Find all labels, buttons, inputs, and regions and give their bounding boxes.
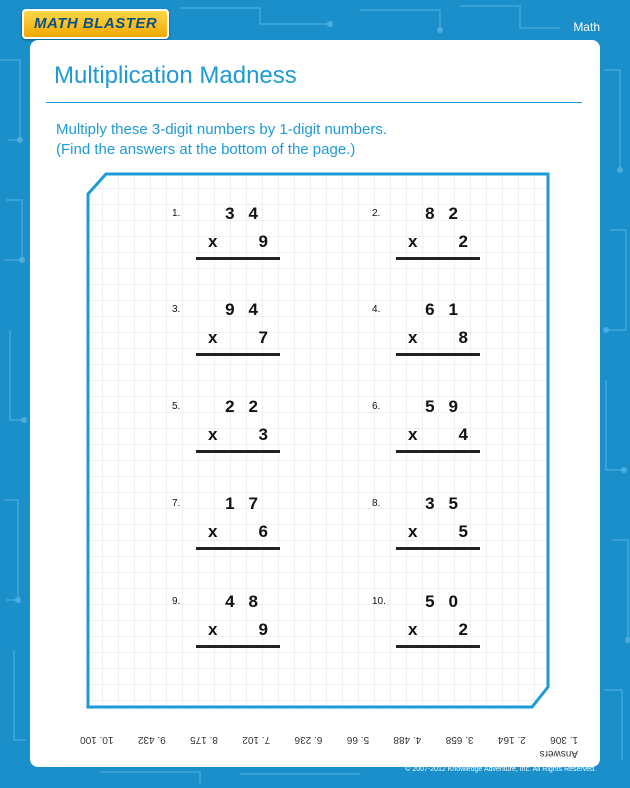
problem-4 <box>372 296 482 366</box>
multiplicand: 94 <box>225 300 272 319</box>
answer-line <box>196 645 280 648</box>
problem-number: 6. <box>372 401 381 412</box>
copyright-notice: © 2007-2012 Knowledge Adventure, Inc. All Rights Reserved. <box>405 766 596 773</box>
times-sign: x <box>408 328 418 347</box>
times-sign: x <box>208 328 218 347</box>
problem-3 <box>172 296 282 366</box>
answer-item: 8. 175 <box>190 734 218 745</box>
problem-10 <box>372 588 482 658</box>
times-sign: x <box>208 620 218 639</box>
times-sign: x <box>208 522 218 541</box>
subject-label: Math <box>573 20 600 34</box>
answer-line <box>396 547 480 550</box>
multiplier: 2 <box>458 232 468 251</box>
answer-item: 10. 100 <box>80 734 114 745</box>
multiplicand: 59 <box>425 397 472 416</box>
multiplicand: 35 <box>425 494 472 513</box>
answer-line <box>396 353 480 356</box>
problem-2 <box>372 200 482 270</box>
answer-line <box>196 257 280 260</box>
answers-label: Answers <box>539 748 578 759</box>
times-sign: x <box>208 425 218 444</box>
instructions-line-1: Multiply these 3-digit numbers by 1-digit numbers. <box>56 121 387 138</box>
times-sign: x <box>408 522 418 541</box>
answer-line <box>396 450 480 453</box>
answer-line <box>196 353 280 356</box>
multiplier: 3 <box>258 425 268 444</box>
answer-key <box>70 723 590 759</box>
multiplier: 9 <box>258 232 268 251</box>
times-sign: x <box>408 620 418 639</box>
answer-item: 6. 236 <box>294 734 323 745</box>
answers-list <box>80 734 578 745</box>
multiplicand: 82 <box>425 204 472 223</box>
problem-9 <box>172 588 282 658</box>
answer-item: 1. 306 <box>550 734 578 745</box>
answer-item: 2. 164 <box>497 734 526 745</box>
instructions-line-2: (Find the answers at the bottom of the page.) <box>56 141 356 158</box>
multiplier: 5 <box>458 522 468 541</box>
problem-number: 3. <box>172 304 181 315</box>
multiplier: 2 <box>458 620 468 639</box>
problem-number: 4. <box>372 304 381 315</box>
problem-7 <box>172 490 282 560</box>
answer-line <box>396 645 480 648</box>
title-divider <box>46 102 582 103</box>
times-sign: x <box>408 425 418 444</box>
multiplicand: 34 <box>225 204 272 223</box>
multiplicand: 50 <box>425 592 472 611</box>
times-sign: x <box>408 232 418 251</box>
multiplier: 9 <box>258 620 268 639</box>
answer-item: 5. 66 <box>346 734 370 745</box>
multiplier: 7 <box>258 328 268 347</box>
multiplicand: 61 <box>425 300 472 319</box>
problem-number: 7. <box>172 498 181 509</box>
problem-5 <box>172 393 282 463</box>
worksheet-paper <box>30 40 600 767</box>
multiplicand: 48 <box>225 592 272 611</box>
answer-line <box>196 450 280 453</box>
problem-number: 10. <box>372 596 386 607</box>
answer-line <box>196 547 280 550</box>
multiplier: 8 <box>458 328 468 347</box>
answer-item: 4. 488 <box>393 734 422 745</box>
problem-board <box>86 172 550 709</box>
answer-line <box>396 257 480 260</box>
problem-number: 9. <box>172 596 181 607</box>
math-blaster-logo[interactable]: MATH BLASTER <box>22 9 169 39</box>
answer-item: 3. 658 <box>445 734 474 745</box>
problem-number: 2. <box>372 208 381 219</box>
multiplier: 6 <box>258 522 268 541</box>
multiplicand: 17 <box>225 494 272 513</box>
problem-number: 5. <box>172 401 181 412</box>
problem-6 <box>372 393 482 463</box>
times-sign: x <box>208 232 218 251</box>
answer-item: 9. 432 <box>137 734 166 745</box>
problem-number: 1. <box>172 208 181 219</box>
instructions <box>56 120 387 160</box>
problem-1 <box>172 200 282 270</box>
problem-8 <box>372 490 482 560</box>
problem-number: 8. <box>372 498 381 509</box>
page-title: Multiplication Madness <box>54 62 297 89</box>
multiplier: 4 <box>458 425 468 444</box>
multiplicand: 22 <box>225 397 272 416</box>
answer-item: 7. 102 <box>242 734 271 745</box>
